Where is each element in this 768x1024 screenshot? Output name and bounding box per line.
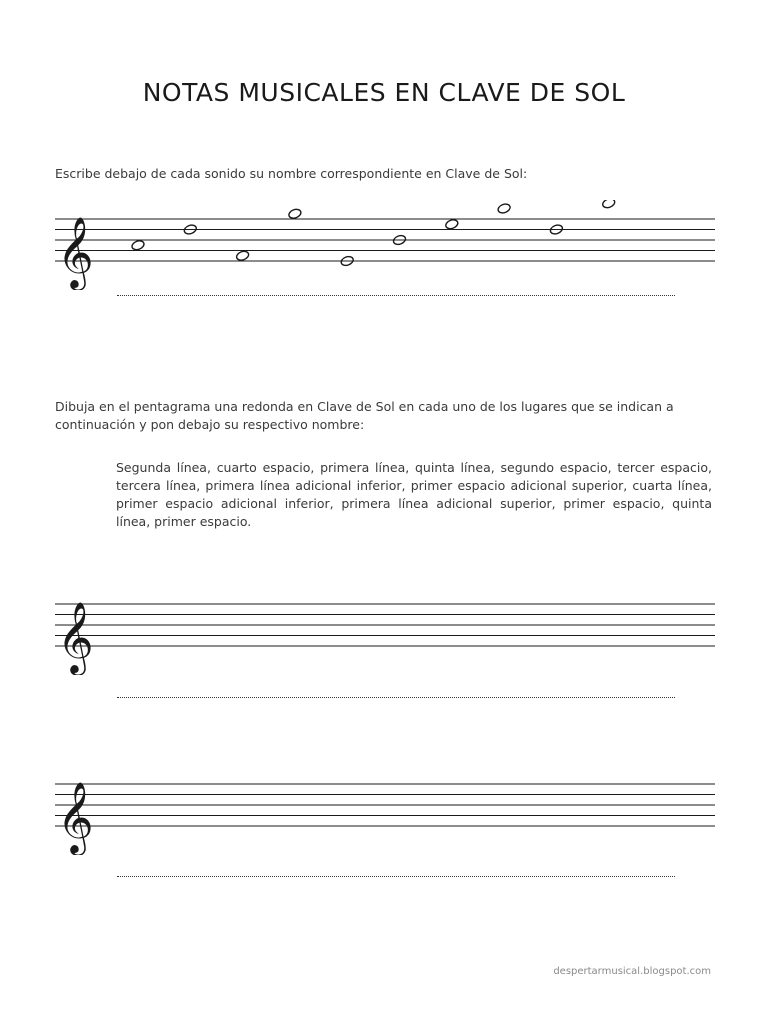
staff-exercise-2b[interactable] <box>55 765 715 855</box>
treble-clef-icon: 𝄞 <box>57 215 94 288</box>
answer-line-2[interactable] <box>117 697 675 698</box>
treble-clef-icon: 𝄞 <box>57 780 94 853</box>
whole-note-8 <box>497 203 511 215</box>
staff-1-svg <box>55 200 715 290</box>
whole-note-1 <box>131 239 145 251</box>
exercise-2-list: Segunda línea, cuarto espacio, primera línea, quinta línea, segundo espacio, tercer espacio, tercera línea, primera línea adicional inferior, primer espacio adicional superior, cuarta línea, primer espacio adicional inferior, primera línea adicional superior, primer espacio, quinta línea, primer espacio. <box>116 460 712 529</box>
staff-2-svg <box>55 585 715 675</box>
staff-exercise-1 <box>55 200 715 290</box>
answer-line-3[interactable] <box>117 876 675 877</box>
whole-note-3 <box>235 250 249 262</box>
page-title: NOTAS MUSICALES EN CLAVE DE SOL <box>142 78 626 107</box>
footer-url: despertarmusical.blogspot.com <box>553 966 711 977</box>
answer-line-1[interactable] <box>117 295 675 296</box>
whole-note-7 <box>445 218 459 230</box>
staff-exercise-2a[interactable] <box>55 585 715 675</box>
staff-3-svg <box>55 765 715 855</box>
exercise-2-instruction: Dibuja en el pentagrama una redonda en Clave de Sol en cada uno de los lugares que se indican a continuación y pon debajo su respectivo nombre: <box>55 399 674 432</box>
whole-note-10 <box>601 200 615 209</box>
treble-clef-icon: 𝄞 <box>57 600 94 673</box>
whole-note-4 <box>288 208 302 220</box>
exercise-1-instruction: Escribe debajo de cada sonido su nombre correspondiente en Clave de Sol: <box>55 166 528 181</box>
